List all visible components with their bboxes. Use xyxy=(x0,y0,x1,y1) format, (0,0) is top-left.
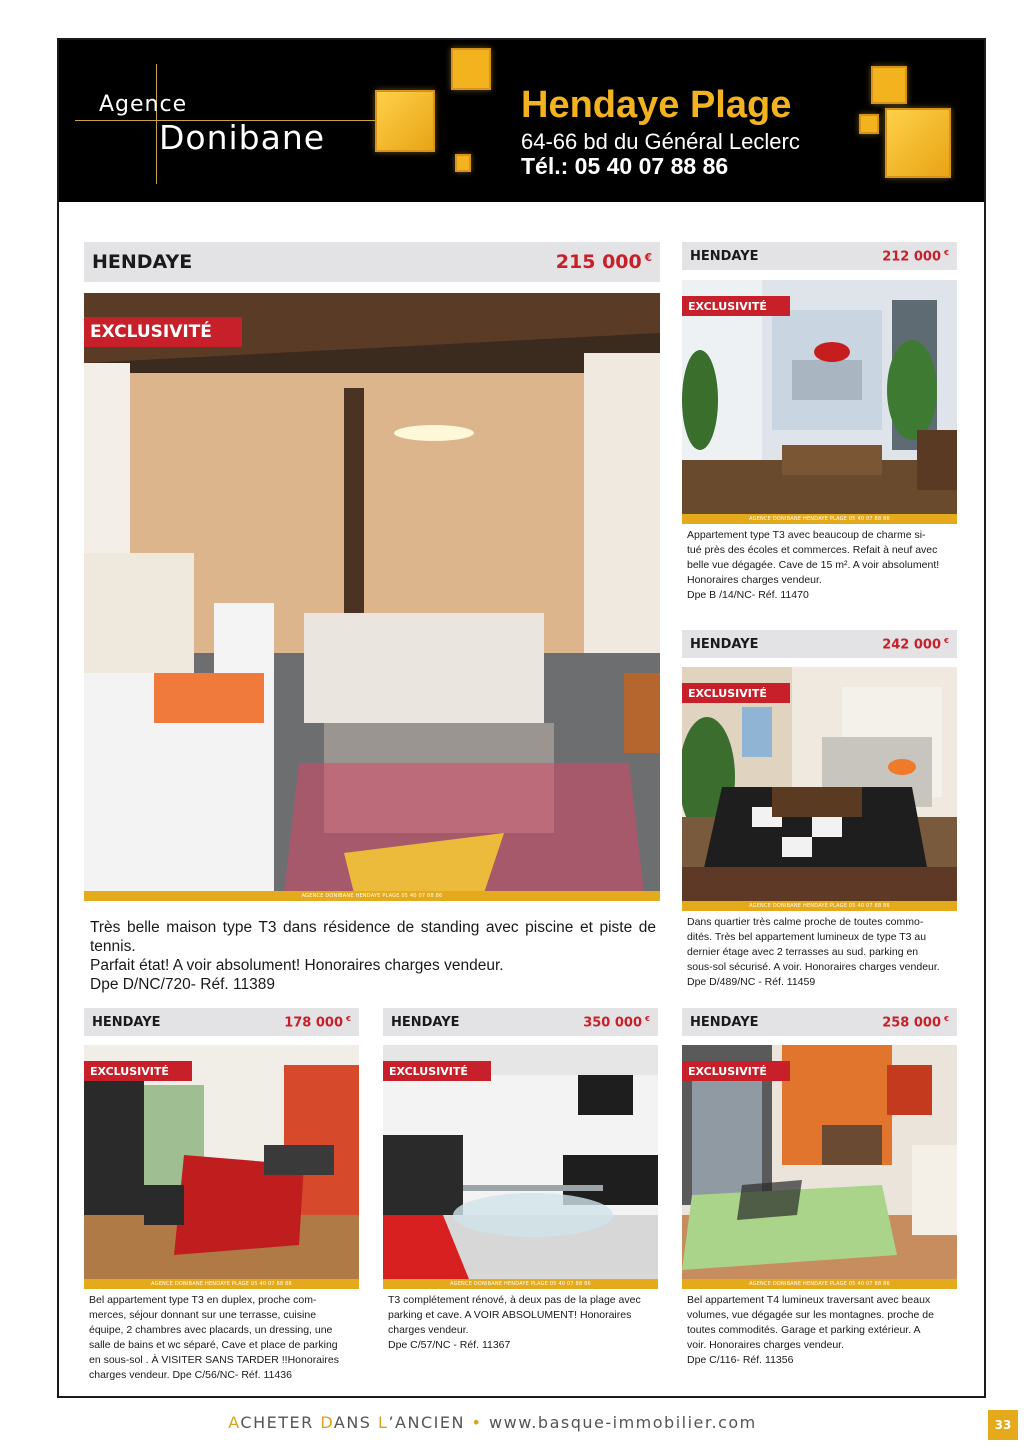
logo-donibane-text: Donibane xyxy=(159,118,326,157)
living-room-photo xyxy=(682,667,957,911)
listing-price: 212 000 € xyxy=(882,247,949,265)
listing-description xyxy=(687,1293,952,1368)
description-line: Dpe B /14/NC- Réf. 11470 xyxy=(687,589,809,601)
listing-price: 215 000 € xyxy=(555,251,652,273)
exclusivity-badge: EXCLUSIVITÉ xyxy=(84,317,242,347)
agency-address: 64-66 bd du Général Leclerc xyxy=(521,129,800,154)
description-line: dités. Très bel appartement lumineux de type T3 au xyxy=(687,931,927,943)
listing-title-bar xyxy=(84,242,660,282)
photo-credit: AGENCE DONIBANE HENDAYE PLAGE 05 40 07 88 86 xyxy=(383,1279,658,1289)
description-line: Honoraires charges vendeur. xyxy=(687,574,822,586)
photo-credit: AGENCE DONIBANE HENDAYE PLAGE 05 40 07 88 86 xyxy=(84,891,660,901)
listing-city: HENDAYE xyxy=(391,1014,460,1030)
listing-price: 178 000 € xyxy=(284,1013,351,1031)
listing-price: 258 000 € xyxy=(882,1013,949,1031)
description-line: dernier étage avec 2 terrasses au sud. parking en xyxy=(687,946,919,958)
deco-square xyxy=(451,48,491,90)
currency-symbol: € xyxy=(645,1013,650,1023)
listing-photo[interactable] xyxy=(383,1045,658,1289)
description-line: équipe, 2 chambres avec placards, un dressing, une xyxy=(89,1324,333,1336)
description-line: tué près des écoles et commerces. Refait à neuf avec xyxy=(687,544,938,556)
deco-square xyxy=(375,90,435,152)
listing-description xyxy=(687,528,952,603)
deco-square xyxy=(871,66,907,104)
listing-city: HENDAYE xyxy=(92,1014,161,1030)
description-line: salle de bains et wc séparé, Cave et place de parking xyxy=(89,1339,338,1351)
description-line: volumes, vue dégagée sur les montagnes. proche de xyxy=(687,1309,934,1321)
currency-symbol: € xyxy=(944,1013,949,1023)
photo-credit: AGENCE DONIBANE HENDAYE PLAGE 05 40 07 88 86 xyxy=(682,514,957,524)
listing-photo[interactable] xyxy=(682,280,957,524)
exclusivity-badge: EXCLUSIVITÉ xyxy=(682,1061,790,1081)
agency-phone: Tél.: 05 40 07 88 86 xyxy=(521,153,729,179)
deco-square xyxy=(885,108,951,178)
listing-description xyxy=(90,918,656,994)
description-line: charges vendeur. xyxy=(388,1324,469,1336)
listing-city: HENDAYE xyxy=(690,248,759,264)
modern-room-photo xyxy=(383,1045,658,1289)
page-footer xyxy=(0,1413,985,1432)
page-number: 33 xyxy=(988,1410,1018,1440)
listing-photo[interactable] xyxy=(682,667,957,911)
footer-website-link[interactable]: www.basque-immobilier.com xyxy=(489,1413,757,1432)
listing-photo[interactable] xyxy=(682,1045,957,1289)
photo-credit: AGENCE DONIBANE HENDAYE PLAGE 05 40 07 88 86 xyxy=(84,1279,359,1289)
listing-price: 350 000 € xyxy=(583,1013,650,1031)
description-line: T3 complétement rénové, à deux pas de la plage avec xyxy=(388,1294,641,1306)
listing-photo[interactable] xyxy=(84,1045,359,1289)
photo-credit: AGENCE DONIBANE HENDAYE PLAGE 05 40 07 88 86 xyxy=(682,901,957,911)
description-line: sous-sol sécurisé. A voir. Honoraires charges vendeur. xyxy=(687,961,940,973)
description-line: charges vendeur. Dpe C/56/NC- Réf. 11436 xyxy=(89,1369,292,1381)
listing-title-bar xyxy=(84,1008,359,1036)
currency-symbol: € xyxy=(346,1013,351,1023)
currency-symbol: € xyxy=(944,635,949,645)
listing-title-bar xyxy=(682,242,957,270)
description-line: Dpe D/NC/720- Réf. 11389 xyxy=(90,976,275,993)
listing-description xyxy=(388,1293,653,1353)
description-line: Appartement type T3 avec beaucoup de charme si- xyxy=(687,529,926,541)
description-line: Dans quartier très calme proche de toutes commo- xyxy=(687,916,924,928)
agency-header xyxy=(59,40,984,202)
listing-description xyxy=(687,915,952,990)
listing-price: 242 000 € xyxy=(882,635,949,653)
description-line: Bel appartement T4 lumineux traversant avec beaux xyxy=(687,1294,931,1306)
description-line: Bel appartement type T3 en duplex, proche com- xyxy=(89,1294,317,1306)
description-line: toutes commodités. Garage et parking extérieur. A xyxy=(687,1324,921,1336)
dining-room-photo xyxy=(682,280,957,524)
description-line: Parfait état! A voir absolument! Honoraires charges vendeur. xyxy=(90,957,504,974)
footer-tagline: ACHETER DANS L’ANCIEN xyxy=(228,1413,465,1432)
description-line: en sous-sol . À VISITER SANS TARDER !!Honoraires xyxy=(89,1354,339,1366)
deco-square xyxy=(859,114,879,134)
open-plan-photo xyxy=(682,1045,957,1289)
description-line: voir. Honoraires charges vendeur. xyxy=(687,1339,845,1351)
listing-photo[interactable] xyxy=(84,293,660,901)
exclusivity-badge: EXCLUSIVITÉ xyxy=(682,683,790,703)
listing-title-bar xyxy=(383,1008,658,1036)
listing-city: HENDAYE xyxy=(690,636,759,652)
agency-title: Hendaye Plage xyxy=(521,84,792,126)
footer-bullet: • xyxy=(471,1413,483,1432)
listing-description xyxy=(89,1293,354,1383)
listing-title-bar xyxy=(682,630,957,658)
logo-vertical-line xyxy=(156,64,157,184)
description-line: Dpe C/116- Réf. 11356 xyxy=(687,1354,794,1366)
currency-symbol: € xyxy=(944,247,949,257)
description-line: Dpe D/489/NC - Réf. 11459 xyxy=(687,976,816,988)
exclusivity-badge: EXCLUSIVITÉ xyxy=(84,1061,192,1081)
living-room-photo xyxy=(84,293,660,901)
listing-title-bar xyxy=(682,1008,957,1036)
description-line: Dpe C/57/NC - Réf. 11367 xyxy=(388,1339,511,1351)
exclusivity-badge: EXCLUSIVITÉ xyxy=(383,1061,491,1081)
exclusivity-badge: EXCLUSIVITÉ xyxy=(682,296,790,316)
deco-square xyxy=(455,154,471,172)
photo-credit: AGENCE DONIBANE HENDAYE PLAGE 05 40 07 88 86 xyxy=(682,1279,957,1289)
listing-city: HENDAYE xyxy=(92,251,193,273)
description-line: Très belle maison type T3 dans résidence de standing avec piscine et piste de tennis. xyxy=(90,919,656,955)
listing-city: HENDAYE xyxy=(690,1014,759,1030)
lounge-photo xyxy=(84,1045,359,1289)
description-line: parking et cave. A VOIR ABSOLUMENT! Honoraires xyxy=(388,1309,632,1321)
description-line: belle vue dégagée. Cave de 15 m². A voir absolument! xyxy=(687,559,940,571)
currency-symbol: € xyxy=(644,251,652,264)
description-line: merces, séjour donnant sur une terrasse, cuisine xyxy=(89,1309,317,1321)
logo-agence-text: Agence xyxy=(99,92,188,117)
